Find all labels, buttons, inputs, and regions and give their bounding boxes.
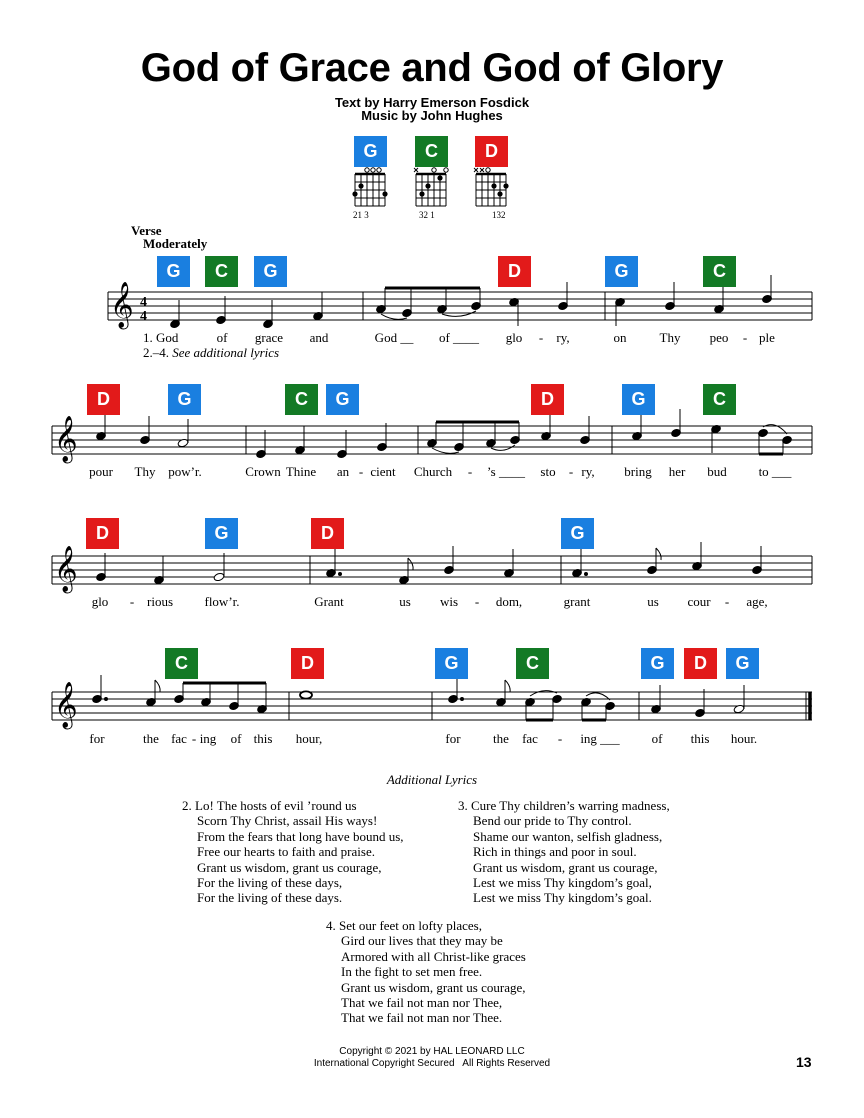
fingering-g: 21 3 (353, 210, 369, 220)
lyric-line: That we fail not man nor Thee. (341, 1010, 503, 1026)
lyric-syllable: us (399, 594, 411, 609)
lyric-syllable: - (742, 330, 748, 345)
lyric-syllable: - (568, 464, 574, 479)
page-number: 13 (796, 1054, 812, 1070)
lyric-syllable: for (89, 731, 105, 746)
chord-symbol: G (254, 256, 287, 287)
lyric-syllable: wis (439, 594, 459, 609)
chord-symbol: G (622, 384, 655, 415)
tempo-marking: Moderately (143, 236, 208, 251)
lyric-syllable: bud (707, 464, 727, 479)
lyric-line: Free our hearts to faith and praise. (197, 844, 375, 860)
chord-symbol: G (641, 648, 674, 679)
lyric-line: Grant us wisdom, grant us courage, (197, 859, 382, 875)
lyric-syllable: ’s ____ (487, 464, 525, 479)
verse-4 (326, 918, 526, 1026)
lyric-syllable: glo (91, 594, 109, 609)
lyric-syllable: fac (171, 731, 187, 746)
lyric-syllable: ry, (556, 330, 570, 345)
lyric-line: 2. Lo! The hosts of evil ’round us (182, 798, 357, 813)
lyric-line: That we fail not man nor Thee, (341, 995, 503, 1011)
chord-symbol: C (205, 256, 238, 287)
lyric-syllable: her (668, 464, 686, 479)
treble-clef-icon: 𝄞 (54, 546, 78, 592)
lyric-line: 3. Cure Thy children’s warring madness, (458, 798, 670, 813)
lyric-syllable: Thy (659, 330, 681, 345)
lyric-syllable: - (538, 330, 544, 345)
lyric-syllable: to ___ (758, 464, 792, 479)
lyric-syllable: cient (370, 464, 396, 479)
composer-credit: Music by John Hughes (361, 108, 503, 123)
lyric-syllable: and (309, 330, 329, 345)
lyric-syllable: rious (147, 594, 173, 609)
fingering-c: 32 1 (419, 210, 435, 220)
lyric-syllable: hour. (730, 731, 758, 746)
lyric-line: Rich in things and poor in soul. (473, 844, 637, 860)
chord-symbol: D (87, 384, 120, 415)
lyric-syllable: - (474, 594, 480, 609)
copyright-line-1: Copyright © 2021 by HAL LEONARD LLC (339, 1046, 525, 1057)
copyright-line-2: International Copyright Secured All Rights Reserved (313, 1058, 551, 1069)
lyric-line: Gird our lives that they may be (341, 933, 503, 949)
lyric-syllable: glo (505, 330, 523, 345)
see-additional-lyrics: See additional lyrics (172, 345, 280, 360)
lyric-syllable: ple (759, 330, 775, 345)
time-sig-top: 4 (140, 295, 147, 310)
lyric-syllable: - (557, 731, 563, 746)
lyric-syllable: this (253, 731, 273, 746)
lyric-syllable: the (493, 731, 509, 746)
chord-symbol: C (703, 384, 736, 415)
chord-label-d: D (475, 136, 508, 167)
lyric-syllable: flow’r. (204, 594, 240, 609)
lyric-syllable: for (445, 731, 461, 746)
lyric-line: Shame our wanton, selfish gladness, (473, 828, 663, 844)
lyric-syllable: bring (624, 464, 652, 479)
treble-clef-icon: 𝄞 (110, 282, 134, 328)
chord-label-g: G (354, 136, 387, 167)
lyric-line: Lest we miss Thy kingdom’s goal. (473, 890, 652, 906)
lyric-syllable: pour (89, 464, 113, 479)
lyric-syllable: of (651, 731, 663, 746)
treble-clef-icon: 𝄞 (54, 416, 78, 462)
treble-clef-icon: 𝄞 (54, 682, 78, 728)
lyric-syllable: God __ (374, 330, 414, 345)
lyric-syllable: Church (413, 464, 453, 479)
lyric-syllable: us (647, 594, 659, 609)
chord-symbol: G (168, 384, 201, 415)
lyric-syllable: hour, (295, 731, 323, 746)
lyric-syllable: - (724, 594, 730, 609)
lyric-syllable: grant (563, 594, 591, 609)
chord-symbol: G (205, 518, 238, 549)
lyric-syllable: Crown (245, 464, 281, 479)
chord-symbol: G (605, 256, 638, 287)
lyric-syllable: of (230, 731, 242, 746)
chord-symbol: C (285, 384, 318, 415)
lyric-syllable: Thy (134, 464, 156, 479)
chord-symbol: D (684, 648, 717, 679)
lyric-line: Grant us wisdom, grant us courage, (473, 859, 658, 875)
lyricist-credit: Text by Harry Emerson Fosdick (334, 95, 530, 110)
lyric-syllable: on (613, 330, 627, 345)
lyric-syllable: Thine (285, 464, 317, 479)
lyric-syllable: sto (540, 464, 556, 479)
lyric-line: 4. Set our feet on lofty places, (326, 918, 482, 933)
lyric-syllable: the (143, 731, 159, 746)
time-sig-bottom: 4 (140, 309, 147, 324)
chord-symbol: D (291, 648, 324, 679)
verse-range: 2.–4. (143, 345, 169, 360)
lyric-syllable: Grant (314, 594, 344, 609)
lyric-syllable: of (216, 330, 228, 345)
fingering-d: 132 (492, 210, 506, 220)
additional-lyrics-heading: Additional Lyrics (386, 772, 478, 787)
guitar-grid-g-icon (350, 166, 392, 212)
lyric-syllable: age, (746, 594, 768, 609)
chord-symbol: G (157, 256, 190, 287)
chord-symbol: C (165, 648, 198, 679)
lyric-syllable: - (467, 464, 473, 479)
guitar-grid-d-icon (471, 166, 513, 212)
lyric-syllable: of ____ (438, 330, 480, 345)
guitar-grid-c-icon (411, 166, 453, 212)
lyric-syllable: ing (199, 731, 217, 746)
lyric-line: Bend our pride to Thy control. (473, 813, 632, 829)
lyric-verse-reference (143, 345, 279, 361)
chord-symbol: D (86, 518, 119, 549)
chord-symbol: G (561, 518, 594, 549)
lyric-line: Lest we miss Thy kingdom’s goal, (473, 875, 652, 891)
lyric-syllable: 1. God (143, 330, 179, 345)
verse-2 (182, 798, 404, 906)
chord-symbol: G (435, 648, 468, 679)
chord-symbol: D (531, 384, 564, 415)
lyric-syllable: - (191, 731, 197, 746)
lyric-syllable: this (690, 731, 710, 746)
lyric-syllable: cour (687, 594, 711, 609)
lyric-line: For the living of these days, (197, 875, 343, 891)
lyric-line: For the living of these days. (197, 890, 343, 906)
lyric-line: Armored with all Christ-like graces (341, 948, 526, 964)
lyric-line: In the fight to set men free. (341, 964, 483, 980)
lyric-syllable: ry, (581, 464, 595, 479)
lyric-syllable: pow’r. (168, 464, 202, 479)
chord-symbol: D (311, 518, 344, 549)
chord-symbol: C (516, 648, 549, 679)
chord-symbol: C (703, 256, 736, 287)
lyric-line: Grant us wisdom, grant us courage, (341, 979, 526, 995)
lyric-line: From the fears that long have bound us, (197, 828, 404, 844)
chord-symbol: G (326, 384, 359, 415)
verse-3 (458, 798, 670, 906)
lyric-syllable: an (336, 464, 350, 479)
lyric-syllable: ing ___ (580, 731, 620, 746)
chord-symbol: D (498, 256, 531, 287)
chord-symbol: G (726, 648, 759, 679)
lyric-syllable: peo (709, 330, 729, 345)
lyric-line: Scorn Thy Christ, assail His ways! (197, 813, 378, 829)
lyric-syllable: - (358, 464, 364, 479)
lyric-syllable: dom, (495, 594, 523, 609)
lyric-syllable: - (129, 594, 135, 609)
lyric-syllable: fac (522, 731, 538, 746)
chord-label-c: C (415, 136, 448, 167)
song-title: God of Grace and God of Glory (140, 46, 724, 90)
lyric-syllable: grace (254, 330, 284, 345)
section-label: Verse (131, 223, 162, 238)
